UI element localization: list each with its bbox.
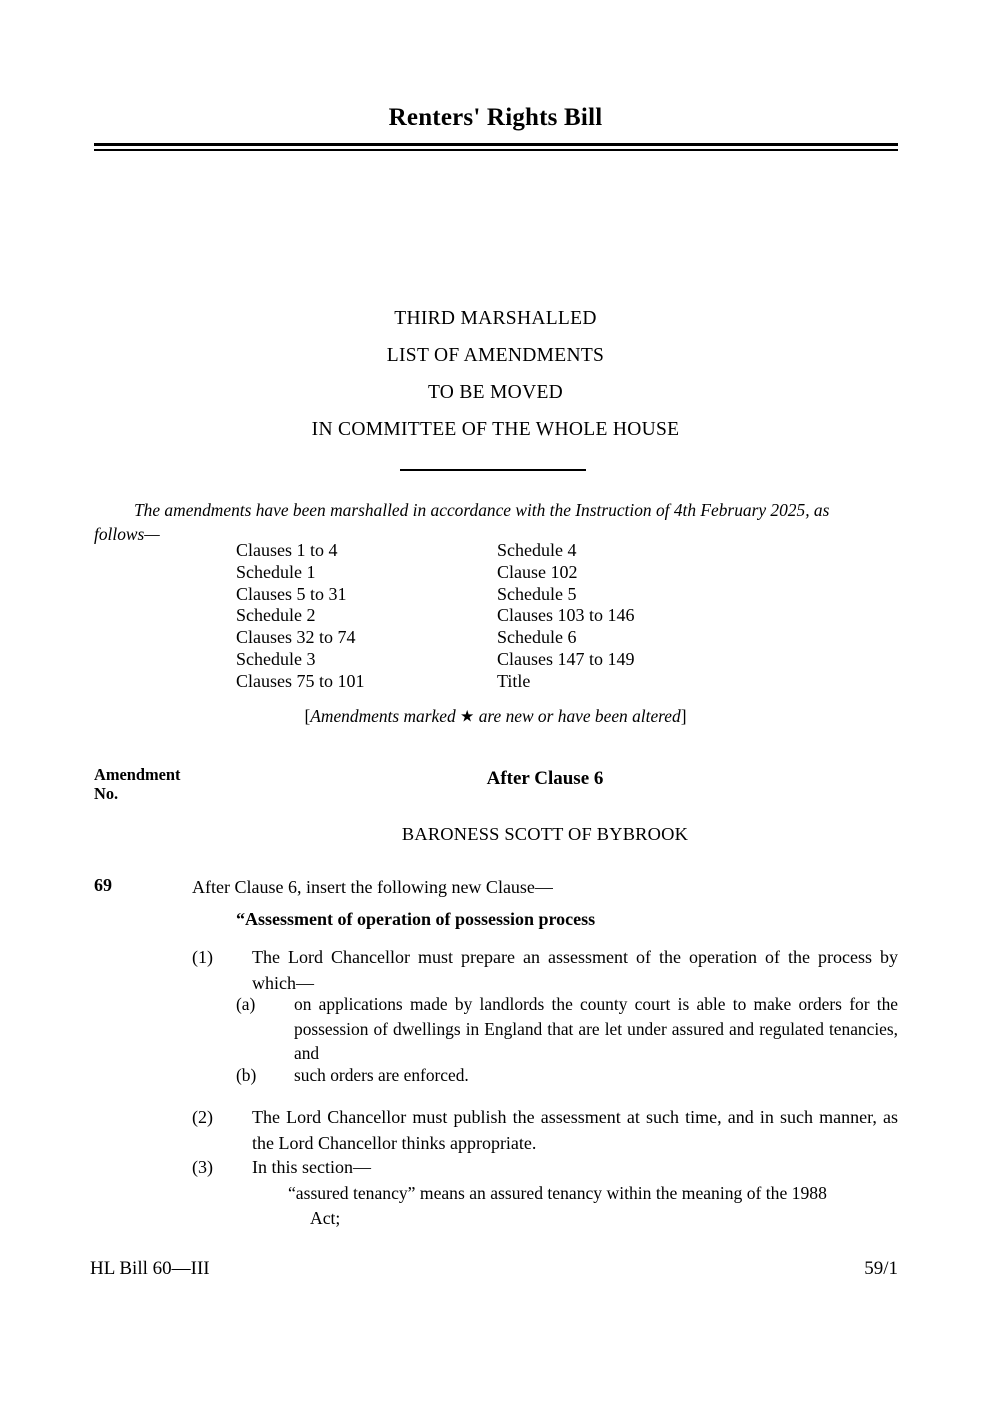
amendment-no-label-line2: No.: [94, 783, 119, 803]
list-item: [236, 627, 836, 649]
marshalling-order-left-6: Clauses 75 to 101: [236, 670, 365, 691]
amendment-lead-in: After Clause 6, insert the following new Clause—: [192, 877, 553, 897]
marshalling-order-right-0: Schedule 4: [497, 540, 577, 560]
list-item: [236, 605, 836, 627]
heading-separator-rule: [400, 469, 586, 471]
marshalling-order-right-5: Clauses 147 to 149: [497, 648, 635, 669]
star-note-after: are new or have been altered: [474, 706, 681, 726]
star-icon: ★: [460, 708, 475, 726]
star-legend-note: [0, 706, 991, 727]
definition-assured-tenancy-main: “assured tenancy” means an assured tenancy within the meaning of the 1988: [288, 1183, 827, 1203]
amendment-sponsor: BARONESS SCOTT OF BYBROOK: [401, 824, 689, 844]
subparagraph-a-marker: (a): [236, 994, 256, 1014]
marshalling-order-left-3: Schedule 2: [236, 605, 316, 626]
footer-bill-reference: HL Bill 60—III: [90, 1258, 210, 1279]
star-note-open-bracket: [: [304, 706, 311, 726]
page-title: Renters' Rights Bill: [388, 104, 603, 131]
heading-line-2: LIST OF AMENDMENTS: [386, 345, 605, 366]
marshalling-order-left-0: Clauses 1 to 4: [236, 540, 338, 560]
marshalling-order-right-2: Schedule 5: [497, 583, 577, 604]
marshalling-order-right-3: Clauses 103 to 146: [497, 605, 635, 626]
marshalling-instruction-line2: follows—: [94, 524, 160, 544]
document-heading-block: [0, 300, 991, 448]
subparagraph-a: [236, 992, 898, 1066]
list-item: [236, 584, 836, 606]
amendment-number: 69: [94, 875, 112, 895]
subsection-3-marker: (3): [192, 1157, 213, 1177]
subsection-2-marker: (2): [192, 1107, 213, 1127]
marshalling-order-list: [236, 540, 836, 693]
subsection-1-text: The Lord Chancellor must prepare an assessment of the operation of the process by which—: [252, 947, 898, 993]
heading-line-1: THIRD MARSHALLED: [394, 308, 597, 329]
marshalling-order-right-4: Schedule 6: [497, 627, 577, 648]
marshalling-instruction-line1: The amendments have been marshalled in accordance with the Instruction of 4th February 2025, as: [134, 500, 830, 520]
definition-assured-tenancy-continuation: Act;: [310, 1207, 341, 1228]
amendment-no-label-line1: Amendment: [94, 765, 181, 784]
star-note-before: Amendments marked: [310, 706, 460, 726]
marshalling-order-left-5: Schedule 3: [236, 648, 316, 669]
marshalling-order-left-1: Schedule 1: [236, 561, 316, 582]
subsection-3: [192, 1155, 898, 1181]
subsection-1-marker: (1): [192, 947, 213, 967]
subparagraph-b-text: such orders are enforced.: [294, 1065, 469, 1085]
subparagraph-a-text: on applications made by landlords the county court is able to make orders for the possession of dwellings in England that are let under assured and regulated tenancies, and: [294, 994, 898, 1063]
title-double-rule: [94, 143, 898, 151]
marshalling-order-right-1: Clause 102: [497, 561, 578, 582]
subsection-3-text: In this section—: [252, 1157, 371, 1177]
definition-assured-tenancy: [288, 1181, 898, 1230]
subparagraph-b-marker: (b): [236, 1065, 257, 1085]
new-clause-title: “Assessment of operation of possession process: [236, 909, 596, 929]
marshalling-order-left-4: Clauses 32 to 74: [236, 627, 356, 648]
subsection-2-text: The Lord Chancellor must publish the assessment at such time, and in such manner, as the Lord Chancellor thinks appropriate.: [252, 1107, 898, 1153]
marshalling-instruction: [94, 498, 898, 546]
amendment-no-column-label: [94, 766, 181, 803]
title-rule-thin: [94, 149, 898, 151]
heading-line-4: IN COMMITTEE OF THE WHOLE HOUSE: [311, 419, 680, 440]
list-item: [236, 562, 836, 584]
star-note-close-bracket: ]: [680, 706, 687, 726]
subsection-1: [192, 945, 898, 996]
subsection-2: [192, 1105, 898, 1156]
section-heading-after-clause-6: After Clause 6: [486, 768, 604, 789]
footer-page-number: 59/1: [864, 1258, 898, 1279]
subparagraph-b: [236, 1063, 898, 1088]
list-item: [236, 649, 836, 671]
marshalling-order-right-6: Title: [497, 670, 531, 691]
marshalling-order-left-2: Clauses 5 to 31: [236, 583, 347, 604]
list-item: [236, 540, 836, 562]
list-item: [236, 671, 836, 693]
heading-line-3: TO BE MOVED: [427, 382, 564, 403]
